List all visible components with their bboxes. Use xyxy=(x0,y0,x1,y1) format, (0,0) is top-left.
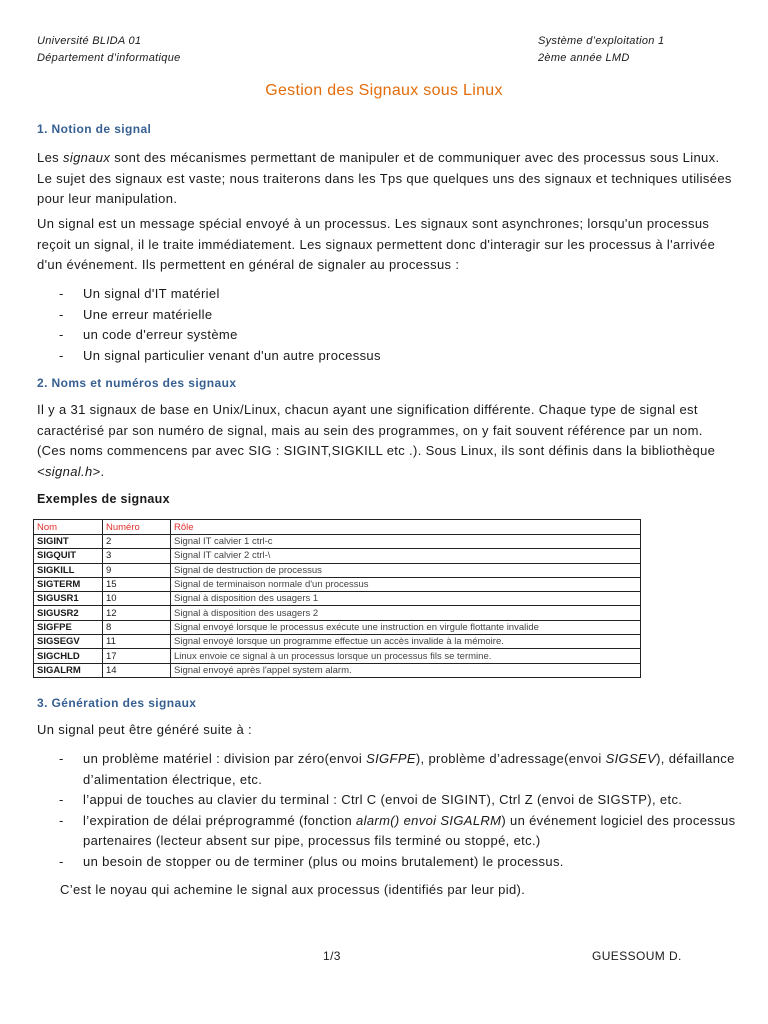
list-item: - un problème matériel : division par zéro(envoi SIGFPE), problème d’adressage(envoi SIGSEV), défaillance d’alimentation électrique, etc. xyxy=(59,751,735,787)
signal-number: 17 xyxy=(103,649,171,663)
signal-role: Signal de terminaison normale d'un processus xyxy=(171,577,641,591)
signal-number: 11 xyxy=(103,635,171,649)
section3-heading: 3. Génération des signaux xyxy=(37,696,197,710)
signal-number: 8 xyxy=(103,620,171,634)
signal-number: 3 xyxy=(103,549,171,563)
signal-name: SIGFPE xyxy=(34,620,103,634)
author: GUESSOUM D. xyxy=(592,949,682,963)
header-department: Département d’informatique xyxy=(37,52,181,64)
signal-role: Signal à disposition des usagers 2 xyxy=(171,606,641,620)
signal-name: SIGSEGV xyxy=(34,635,103,649)
signals-table xyxy=(33,519,641,678)
list-item: - l’appui de touches au clavier du terminal : Ctrl C (envoi de SIGINT), Ctrl Z (envoi de SIGSTP), etc. xyxy=(59,792,683,807)
section3-intro: Un signal peut être généré suite à : xyxy=(37,722,252,737)
header-university: Université BLIDA 01 xyxy=(37,35,142,47)
section2-paragraph: Il y a 31 signaux de base en Unix/Linux, chacun ayant une signification différente. Chaque type de signal est caractérisé par son numéro de signal, mais au sein des programmes, on y fait souvent référence par un nom. (Ces noms commencens par avec SIG : SIGINT,SIGKILL etc .). Sous Linux, ils sont définis dans la bibliothèque <signal.h>. xyxy=(37,402,716,479)
header-course: Système d’exploitation 1 xyxy=(538,35,665,47)
section3-bullet-list xyxy=(37,749,737,872)
signal-number: 15 xyxy=(103,577,171,591)
list-item: - un besoin de stopper ou de terminer (plus ou moins brutalement) le processus. xyxy=(59,853,564,869)
list-item: - l’expiration de délai préprogrammé (fonction alarm() envoi SIGALRM) un événement logiciel des processus partenaires (lecteur absent sur pipe, processus fils terminé ou stoppé, etc.) xyxy=(59,812,736,848)
table-header-row xyxy=(34,520,641,535)
signal-number: 14 xyxy=(103,663,171,677)
signal-name: SIGTERM xyxy=(34,577,103,591)
list-item: - Une erreur matérielle xyxy=(59,306,213,322)
signal-number: 9 xyxy=(103,563,171,577)
table-row xyxy=(34,577,641,591)
signal-role: Signal IT calvier 2 ctrl-\ xyxy=(171,549,641,563)
header-year: 2ème année LMD xyxy=(538,52,630,64)
signal-role: Signal de destruction de processus xyxy=(171,563,641,577)
table-row xyxy=(34,549,641,563)
examples-heading: Exemples de signaux xyxy=(37,492,170,506)
table-row xyxy=(34,535,641,549)
signal-name: SIGCHLD xyxy=(34,649,103,663)
section1-heading: 1. Notion de signal xyxy=(37,122,152,136)
signal-number: 12 xyxy=(103,606,171,620)
signal-name: SIGINT xyxy=(34,535,103,549)
section2-heading: 2. Noms et numéros des signaux xyxy=(37,376,237,390)
signal-number: 10 xyxy=(103,592,171,606)
signal-role: Signal envoyé lorsque le processus exécute une instruction en virgule flottante invalide xyxy=(171,620,641,634)
signal-name: SIGKILL xyxy=(34,563,103,577)
list-item: - un code d'erreur système xyxy=(59,327,238,342)
table-row xyxy=(34,649,641,663)
signal-number: 2 xyxy=(103,535,171,549)
section3-closing: C’est le noyau qui achemine le signal aux processus (identifiés par leur pid). xyxy=(60,882,526,897)
list-item: - Un signal d'IT matériel xyxy=(59,286,220,301)
signal-name: SIGALRM xyxy=(34,663,103,677)
signal-role: Signal à disposition des usagers 1 xyxy=(171,592,641,606)
page-title: Gestion des Signaux sous Linux xyxy=(265,82,503,99)
table-row xyxy=(34,592,641,606)
list-item: - Un signal particulier venant d'un autre processus xyxy=(59,347,381,363)
signal-role: Signal envoyé lorsque un programme effectue un accès invalide à la mémoire. xyxy=(171,635,641,649)
column-header-number: Numéro xyxy=(103,520,171,535)
signal-name: SIGUSR2 xyxy=(34,606,103,620)
table-row xyxy=(34,635,641,649)
signal-name: SIGUSR1 xyxy=(34,592,103,606)
column-header-role: Rôle xyxy=(171,520,641,535)
signal-role: Signal envoyé après l'appel system alarm. xyxy=(171,663,641,677)
table-row xyxy=(34,663,641,677)
signal-role: Linux envoie ce signal à un processus lorsque un processus fils se termine. xyxy=(171,649,641,663)
signal-name: SIGQUIT xyxy=(34,549,103,563)
section1-paragraph2: Un signal est un message spécial envoyé à un processus. Les signaux sont asynchrones; lorsqu'un processus reçoit un signal, il le traite immédiatement. Les signaux permettent donc d'interagir sur les processus à l'arrivée d'un événement. Ils permettent en général de signaler au processus : xyxy=(37,216,716,272)
table-row xyxy=(34,620,641,634)
table-row xyxy=(34,563,641,577)
page-number: 1/3 xyxy=(323,949,341,963)
section1-paragraph1: Les signaux sont des mécanismes permettant de manipuler et de communiquer avec des processus sous Linux. Le sujet des signaux est vaste; nous traiterons dans les Tps que quelques uns des signaux et techniques utilisées pour leur manipulation. xyxy=(37,150,732,206)
section1-bullet-list xyxy=(37,284,737,366)
signal-role: Signal IT calvier 1 ctrl-c xyxy=(171,535,641,549)
table-row xyxy=(34,606,641,620)
column-header-name: Nom xyxy=(34,520,103,535)
